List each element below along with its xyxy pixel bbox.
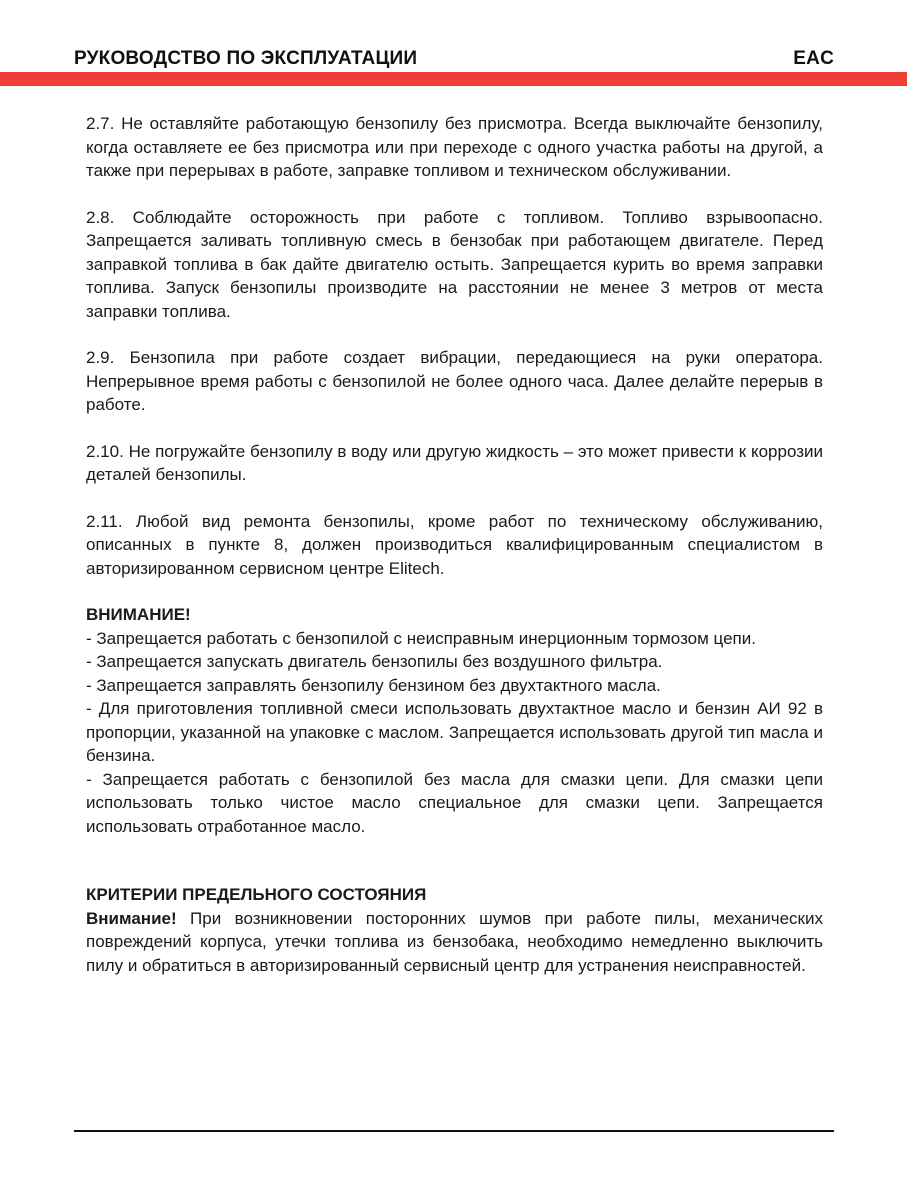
criteria-body: При возникновении посторонних шумов при работе пилы, механических повреждений корпуса, утечки топлива из бензобака, необходимо немедленно выключить пилу и обратиться в авторизированный сервисный центр для устранения неисправностей.: [86, 908, 823, 975]
paragraph-2-10: 2.10. Не погружайте бензопилу в воду или другую жидкость – это может привести к коррозии деталей бензопилы.: [86, 441, 823, 484]
criteria-lead: Внимание!: [86, 908, 177, 928]
warning-item: - Для приготовления топливной смеси использовать двухтактное масло и бензин АИ 92 в пропорции, указанной на упаковке с маслом. Запрещается использовать другой тип масла и бензина.: [86, 699, 823, 765]
manual-title: РУКОВОДСТВО ПО ЭКСПЛУАТАЦИИ: [74, 48, 418, 69]
warning-item: - Запрещается запускать двигатель бензопилы без воздушного фильтра.: [86, 652, 663, 671]
footer-rule: [74, 1130, 834, 1132]
warning-heading: ВНИМАНИЕ!: [86, 605, 191, 624]
page-content: [86, 112, 823, 977]
warning-item: - Запрещается заправлять бензопилу бензином без двухтактного масла.: [86, 675, 661, 695]
page-header: [74, 44, 834, 74]
criteria-text: [86, 907, 823, 978]
warning-item: - Запрещается работать с бензопилой с неисправным инерционным тормозом цепи.: [86, 628, 756, 648]
criteria-section: [86, 883, 823, 977]
paragraph-2-11: 2.11. Любой вид ремонта бензопилы, кроме работ по техническому обслуживанию, описанных в пункте 8, должен производиться квалифицированным специалистом в авторизированном сервисном центре Elitech.: [86, 511, 823, 578]
eac-mark: EAC: [793, 48, 834, 69]
criteria-heading: КРИТЕРИИ ПРЕДЕЛЬНОГО СОСТОЯНИЯ: [86, 885, 427, 904]
paragraph-2-9: 2.9. Бензопила при работе создает вибрации, передающиеся на руки оператора. Непрерывное время работы с бензопилой не более одного часа. Далее делайте перерыв в работе.: [86, 348, 823, 414]
warning-section: [86, 603, 823, 838]
paragraph-2-8: 2.8. Соблюдайте осторожность при работе с топливом. Топливо взрывоопасно. Запрещается заливать топливную смесь в бензобак при работающем двигателе. Перед заправкой топлива в бак дайте двигателю остыть. Запрещается курить во время заправки топлива. Запуск бензопилы производите на расстоянии не менее 3 метров от места заправки топлива.: [86, 207, 823, 321]
paragraph-2-7: 2.7. Не оставляйте работающую бензопилу без присмотра. Всегда выключайте бензопилу, когда оставляете ее без присмотра или при переходе с одного участка работы на другой, а также при перерывах в работе, заправке топливом и техническом обслуживании.: [86, 114, 823, 180]
warning-item: - Запрещается работать с бензопилой без масла для смазки цепи. Для смазки цепи использовать только чистое масло специальное для смазки цепи. Запрещается использовать отработанное масло.: [86, 769, 823, 836]
header-accent-bar: [0, 72, 907, 86]
